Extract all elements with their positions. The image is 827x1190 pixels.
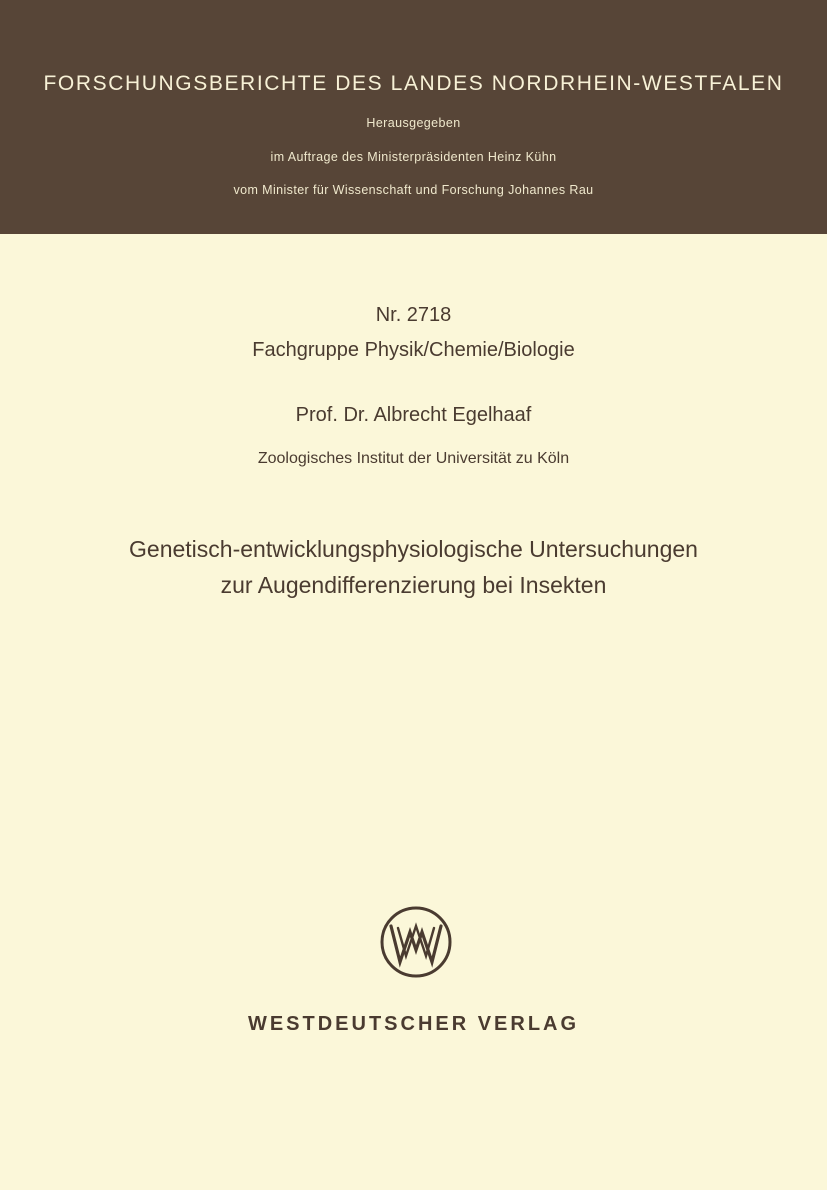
book-title-line-1: Genetisch-entwicklungsphysiologische Untersuchungen <box>129 536 698 562</box>
minister-line: vom Minister für Wissenschaft und Forschung Johannes Rau <box>233 183 594 197</box>
wv-circle-logo-icon <box>378 904 454 980</box>
subject-group: Fachgruppe Physik/Chemie/Biologie <box>252 339 575 361</box>
author-affiliation: Zoologisches Institut der Universität zu Köln <box>257 450 570 467</box>
commissioner-line: im Auftrage des Ministerpräsidenten Heinz Kühn <box>270 150 557 164</box>
header-band <box>0 0 827 234</box>
publisher-name: WESTDEUTSCHER VERLAG <box>247 1013 580 1035</box>
editor-line: Herausgegeben <box>366 116 461 130</box>
report-number: Nr. 2718 <box>375 304 452 326</box>
book-title-line-2: zur Augendifferenzierung bei Insekten <box>220 572 607 598</box>
author-name: Prof. Dr. Albrecht Egelhaaf <box>295 404 532 426</box>
series-title: FORSCHUNGSBERICHTE DES LANDES NORDRHEIN-WESTFALEN <box>43 72 784 95</box>
